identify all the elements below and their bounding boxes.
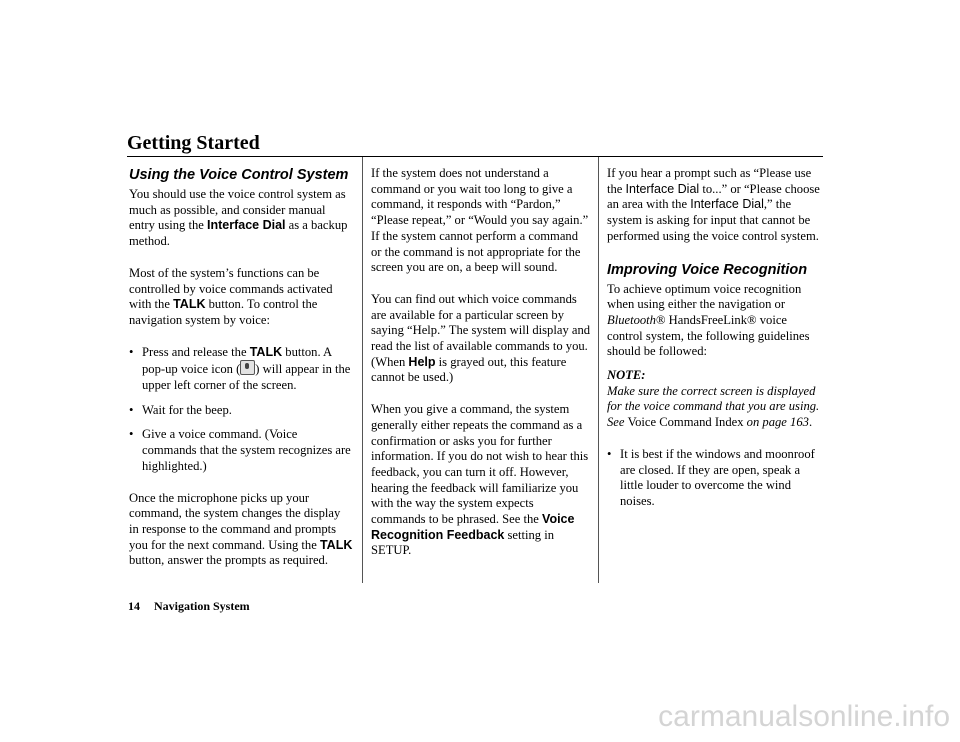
talk-label: TALK [319, 537, 353, 552]
paragraph: If you hear a prompt such as “Please use the Interface Dial to...” or “Please choose an area with the Interface Dial,” the system is asking for input that cannot be performed using the voice control system. [607, 166, 820, 243]
bullet-list [129, 345, 353, 475]
title-rule [127, 156, 823, 157]
column-right [607, 166, 823, 526]
talk-label: TALK [173, 297, 206, 312]
section-heading-voice-control: Using the Voice Control System [129, 167, 349, 183]
list-item: • Wait for the beep. [129, 403, 353, 419]
watermark: carmanualsonline.info [658, 700, 950, 733]
list-item: • Press and release the TALK button. A pop-up voice icon ( ) will appear in the upper left corner of the screen. [129, 345, 353, 394]
page-title: Getting Started [127, 132, 260, 154]
interface-dial-label: Interface Dial [625, 181, 700, 196]
column-left [129, 166, 353, 585]
paragraph: If the system does not understand a command or you wait too long to give a command, it responds with “Pardon,” “Please repeat,” or “Would you say again.” If the system cannot perform a command or the command is not appropriate for the screen you are on, a beep will sound. [371, 166, 589, 275]
talk-label: TALK [249, 344, 283, 359]
column-middle [371, 166, 591, 575]
column-divider [598, 157, 599, 583]
interface-dial-label: Interface Dial [207, 218, 286, 233]
footer-section: Navigation System [154, 599, 250, 613]
paragraph: When you give a command, the system generally either repeats the command as a confirmation or asks you for further information. If you do not wish to hear this feedback, you can turn it off. However, hearing the feedback will familiarize you with the way the system expects commands to be phrased. See the Voice Recognition Feedback setting in SETUP. [371, 402, 589, 558]
help-label: Help [408, 354, 436, 369]
list-item: • It is best if the windows and moonroof are closed. If they are open, speak a little louder to overcome the wind noises. [607, 447, 823, 510]
list-item: • Give a voice command. (Voice commands that the system recognizes are highlighted.) [129, 427, 353, 474]
voice-recognition-feedback-label: Voice Recognition Feedback [371, 512, 575, 542]
paragraph: You should use the voice control system as much as possible, and consider manual entry using the Interface Dial as a backup method. [129, 187, 348, 249]
page-number: 14 [128, 599, 140, 613]
paragraph: Most of the system’s functions can be controlled by voice commands activated with the TALK button. To control the navigation system by voice: [129, 265, 333, 327]
paragraph: You can find out which voice commands are available for a particular screen by saying “Help.” The system will display and read the list of available commands to you. (When Help is grayed out, this feature cannot be used.) [371, 291, 591, 385]
note-text: Make sure the correct screen is displayed for the voice command that you are using. See Voice Command Index on page 163. [607, 383, 820, 430]
page-footer [128, 599, 250, 614]
bullet-list [607, 447, 823, 510]
voice-icon [240, 360, 255, 375]
interface-dial-label: Interface Dial [690, 197, 764, 212]
note-label: NOTE: [607, 368, 646, 383]
column-divider [362, 157, 363, 583]
paragraph: Once the microphone picks up your command, the system changes the display in response to the command and prompts you for the next command. Using the TALK button, answer the prompts as required. [129, 490, 353, 568]
section-heading-improving-recognition: Improving Voice Recognition [607, 261, 808, 278]
paragraph: To achieve optimum voice recognition when using either the navigation or Bluetooth® HandsFreeLink® voice control system, the following guidelines should be followed: [607, 281, 810, 359]
